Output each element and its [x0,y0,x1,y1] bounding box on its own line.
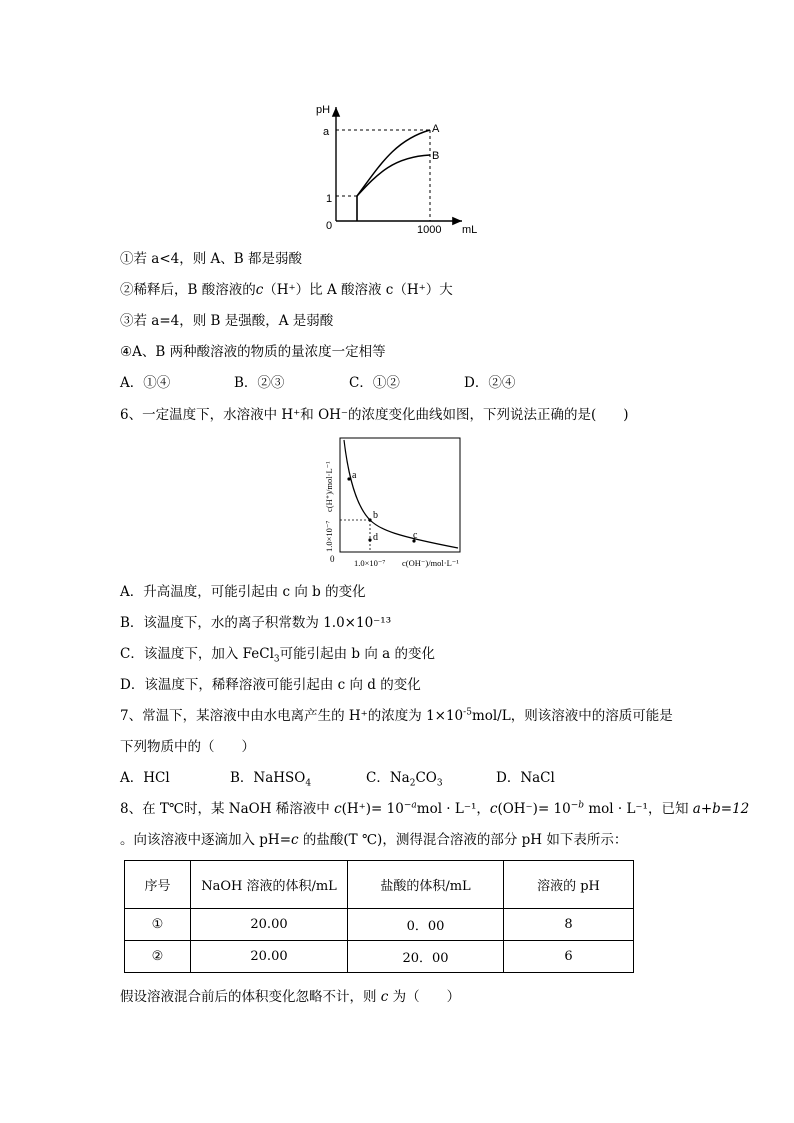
table-row [125,909,634,941]
q5-statement-4: ④A、B 两种酸溶液的物质的量浓度一定相等 [120,344,386,360]
q5-s2-mid: （H⁺）比 A 酸溶液 c（H⁺）大 [263,282,453,298]
q5-option-d: D．②④ [464,375,516,391]
q7-opt-c-pre: C．Na [366,770,410,786]
q8-l1-e: mol · L⁻¹，已知 [584,801,693,817]
q7-opt-c-sub1: 2 [409,778,416,789]
point-a-label: a [352,470,357,481]
point-a [347,477,350,480]
q5-option-a: A．①④ [120,375,171,391]
cell-index: ① [125,909,191,941]
tick-1-label: 1 [326,193,333,205]
point-c-label: c [413,530,418,541]
q8-final-post: 为（ ） [388,989,461,1005]
cell-ph: 8 [504,909,634,941]
q8-l2-a: 。向该溶液中逐滴加入 pH= [120,832,292,848]
y-axis-label: c(H⁺)/mol·L⁻¹ [324,461,334,512]
cell-ph: 6 [504,941,634,973]
q8-stem-line2 [120,831,627,849]
curve-a-label: A [432,123,440,135]
q7-stem-pre: 7、常温下，某溶液中由水电离产生的 H⁺的浓度为 1×10 [120,708,464,724]
q7-opt-c-mid: CO [415,770,437,786]
curve-b-label: B [432,150,440,162]
table-header-row [125,861,634,909]
header-naoh-volume: NaOH 溶液的体积/mL [191,861,348,909]
origin-label: 0 [326,220,333,232]
q6-opt-c-post: 可能引起由 b 向 a 的变化 [279,646,435,662]
point-b [368,518,371,521]
q7-option-d: D．NaCl [496,770,555,786]
q7-stem-line2: 下列物质中的（ ） [120,739,255,755]
header-ph: 溶液的 pH [504,861,634,909]
q8-final-c: c [380,989,389,1005]
point-b-label: b [373,510,378,521]
q6-option-d: D．该温度下，稀释溶液可能引起由 c 向 d 的变化 [120,677,421,693]
q7-option-c [366,769,443,787]
q8-l1-a: 8、在 T℃时，某 NaOH 稀溶液中 [120,801,335,817]
q6-option-a: A．升高温度，可能引起由 c 向 b 的变化 [120,584,366,600]
q5-statement-2 [120,281,453,299]
header-index: 序号 [125,861,191,909]
q8-l1-d: (OH⁻)= 10 [497,801,571,817]
q5-statement-3: ③若 a=4，则 B 是强酸，A 是弱酸 [120,313,334,329]
cell-hcl: 0．00 [348,909,504,941]
x-axis-label: mL [462,224,478,236]
h-oh-concentration-graph [318,434,478,574]
q7-stem-sup: -5 [463,707,472,718]
header-hcl-volume: 盐酸的体积/mL [348,861,504,909]
q8-stem-line1 [120,800,749,818]
tick-1000-label: 1000 [417,224,442,236]
q6-option-b: B．该温度下，水的离子积常数为 1.0×10⁻¹³ [120,615,392,631]
ion-product-curve [344,440,458,548]
q8-l1-c: mol · L⁻¹， [416,801,490,817]
q8-l2-c: c [291,832,299,848]
q6-option-c [120,645,435,663]
point-d-label: d [373,532,378,543]
q8-sup-b: −b [570,800,585,811]
origin-label: 0 [330,554,335,564]
y-tick-label: 1.0×10⁻⁷ [324,520,334,552]
cell-hcl: 20．00 [348,941,504,973]
q5-option-b: B．②③ [234,375,285,391]
q7-option-a: A．HCl [120,770,170,786]
q6-stem: 6、一定温度下，水溶液中 H⁺和 OH⁻的浓度变化曲线如图，下列说法正确的是( ) [120,407,629,423]
q8-final-line [120,988,460,1006]
ph-dilution-graph [310,95,500,245]
x-axis-label: c(OH⁻)/mol·L⁻¹ [402,558,459,568]
q5-s2-pre: ②稀释后，B 酸溶液的 [120,282,256,298]
q7-stem-post: mol/L，则该溶液中的溶质可能是 [471,708,673,724]
q7-stem [120,707,673,725]
q7-option-b [230,769,311,787]
table-row [125,941,634,973]
ph-results-table [124,860,634,973]
q5-statement-1: ①若 a<4，则 A、B 都是弱酸 [120,251,302,267]
tick-a-label: a [323,126,330,138]
q8-l1-eq: a+b=12 [692,801,750,817]
q7-opt-c-sub2: 3 [436,778,443,789]
x-tick-label: 1.0×10⁻⁷ [354,558,386,568]
q8-l1-b: (H⁺)= 10 [341,801,404,817]
y-axis-label: pH [316,104,331,116]
cell-naoh: 20.00 [191,941,348,973]
q5-s2-c: c [255,282,264,298]
q8-sup-a: −a [403,800,417,811]
q8-l2-b: 的盐酸(T ℃)，测得混合溶液的部分 pH 如下表所示： [298,832,628,848]
curve-b [357,155,430,196]
point-d [368,538,371,541]
q8-c2: c [489,801,498,817]
q6-opt-c-pre: C．该温度下，加入 FeCl [120,646,274,662]
q7-opt-b-pre: B．NaHSO [230,770,306,786]
q8-c1: c [334,801,342,817]
cell-naoh: 20.00 [191,909,348,941]
q8-final-pre: 假设溶液混合前后的体积变化忽略不计，则 [120,989,381,1005]
curve-a [357,130,430,196]
q7-opt-b-sub: 4 [305,778,312,789]
cell-index: ② [125,941,191,973]
q5-option-c: C．①② [349,375,400,391]
q6-opt-c-sub: 3 [273,654,280,665]
